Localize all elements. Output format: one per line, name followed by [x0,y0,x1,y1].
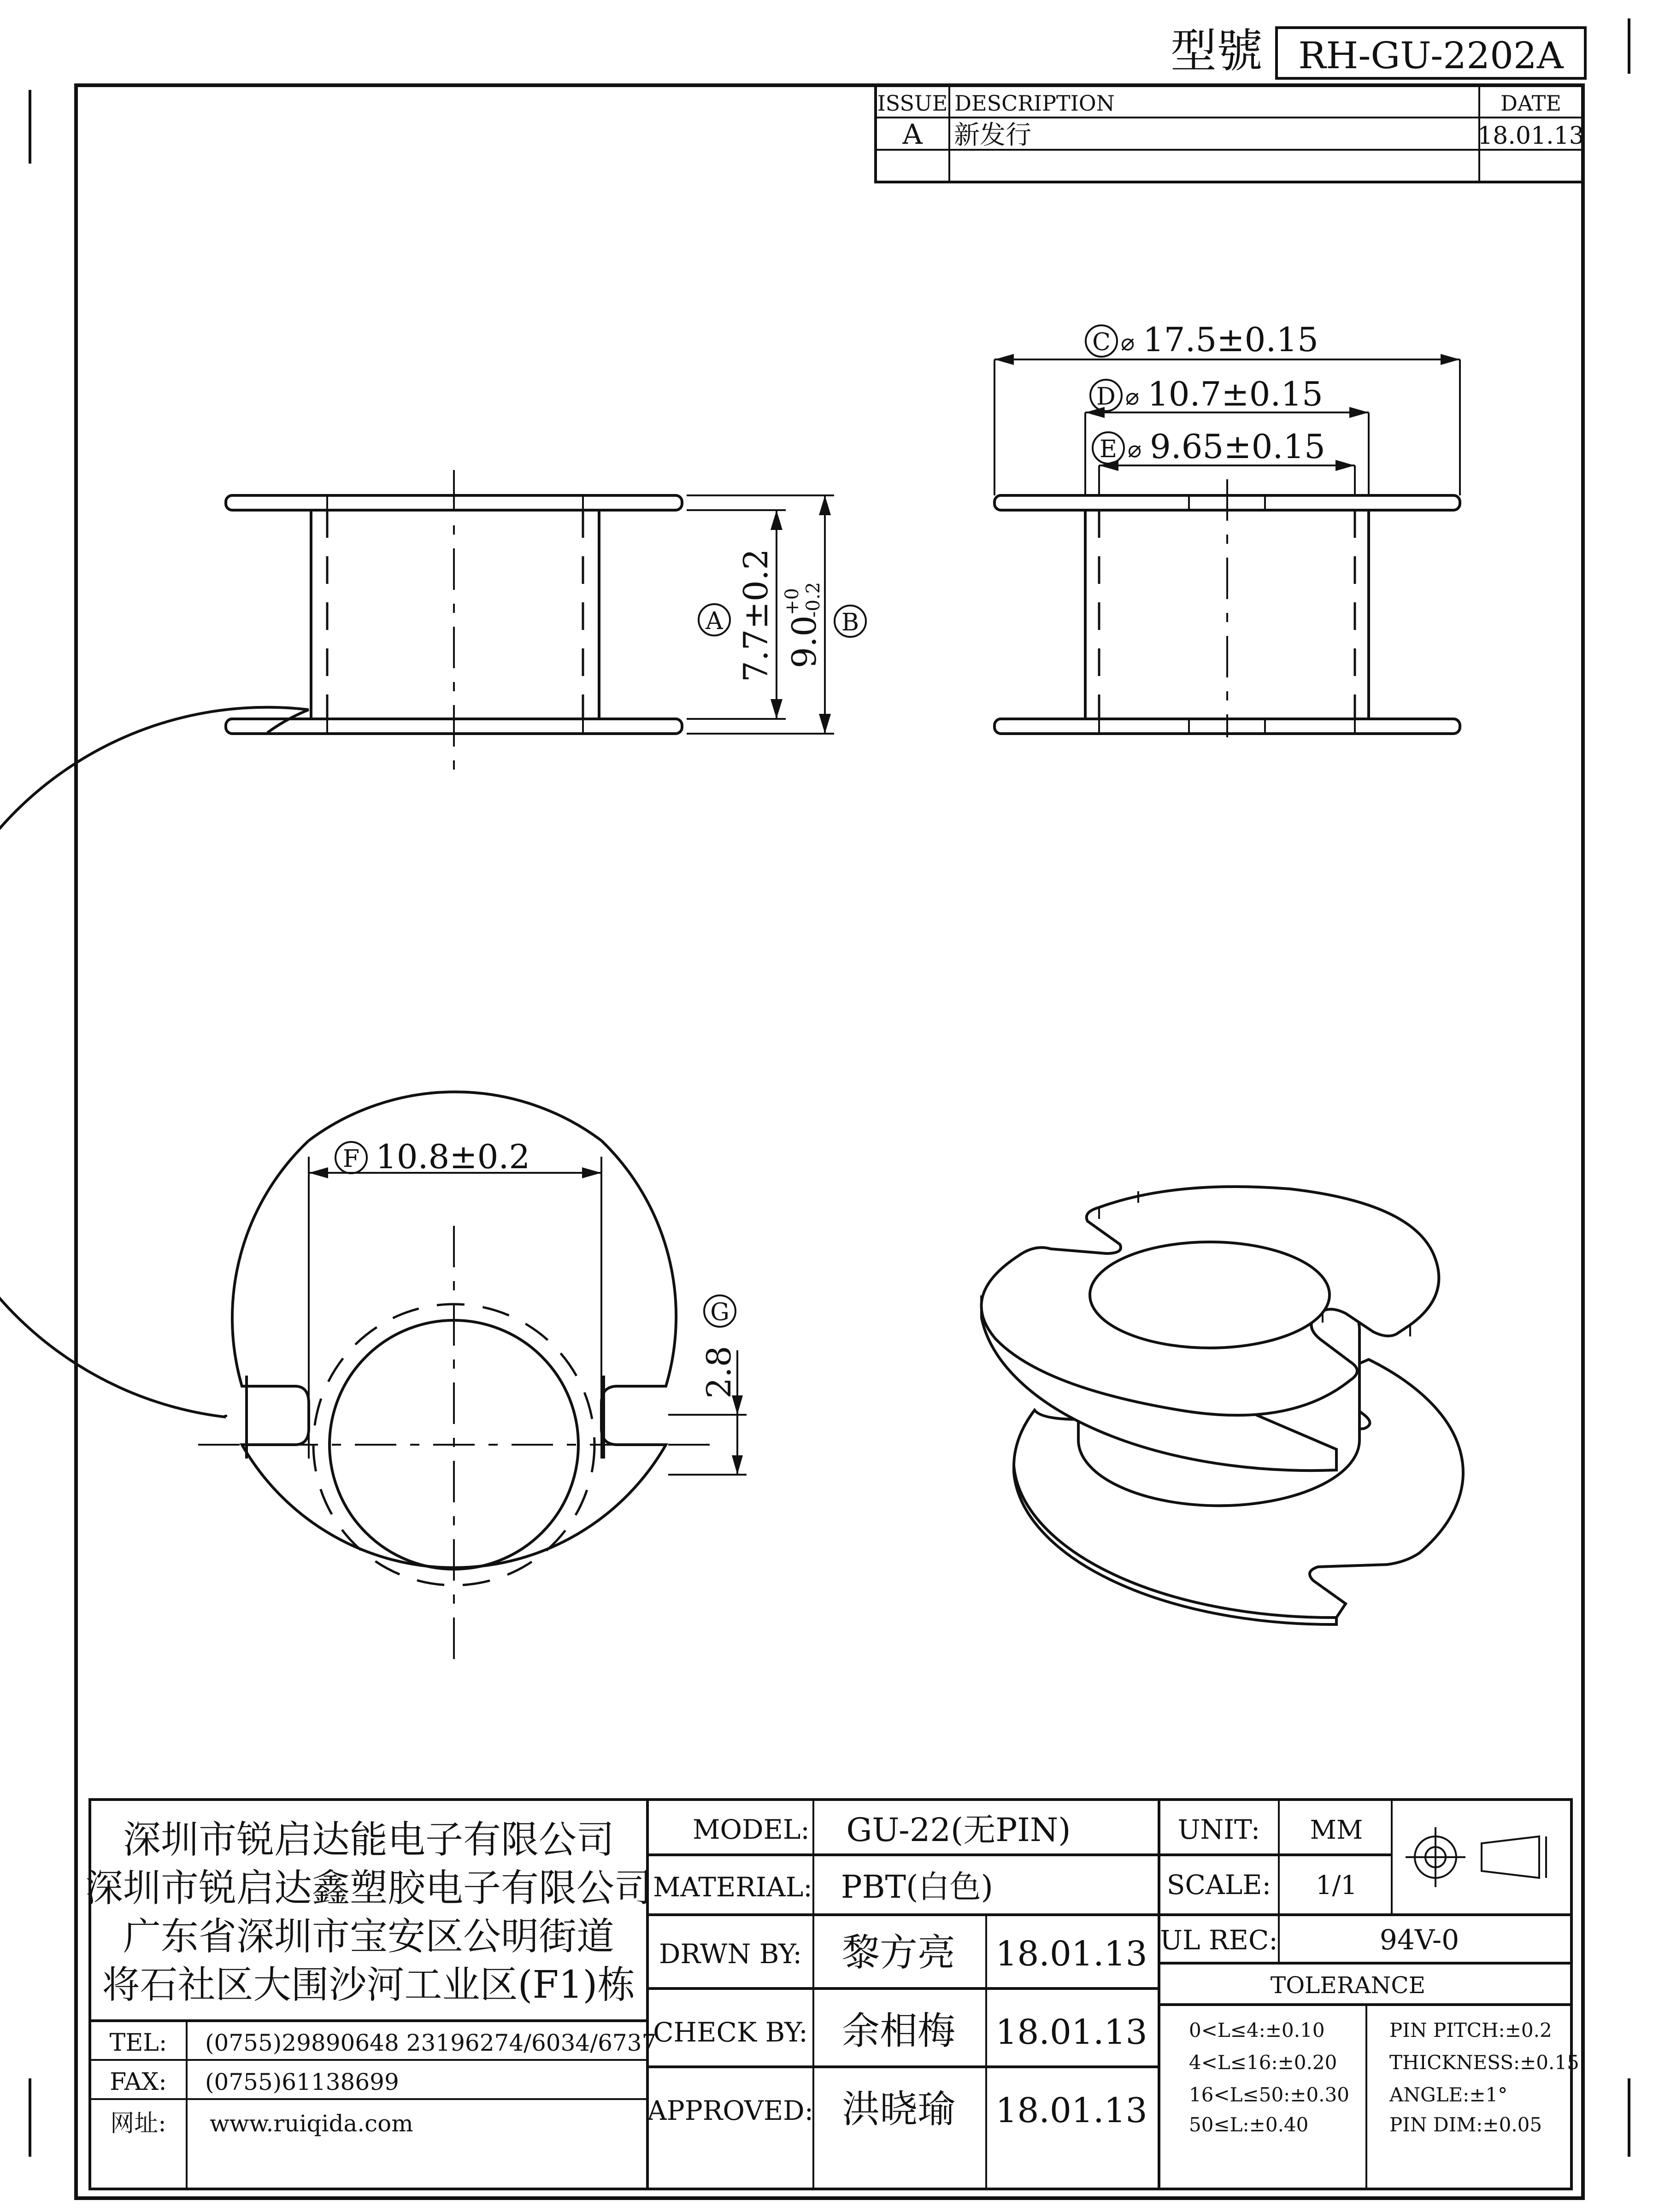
model-number-value: RH-GU-2202A [1298,34,1564,77]
dimension-d-value: 10.7±0.15 [1147,375,1323,413]
dimension-g [700,1295,738,1399]
tolerance-right-3: ANGLE:±1° [1389,2083,1508,2106]
drawn-label: DRWN BY: [659,1938,802,1970]
tolerance-right-2: THICKNESS:±0.15 [1389,2051,1579,2074]
dimension-d [1090,375,1323,413]
dimension-b-value: 9.0 [785,615,824,668]
dimension-f-letter: F [342,1145,360,1173]
dimension-a-letter: A [706,607,723,635]
revision-date: 18.01.13 [1477,122,1584,150]
drawn-date: 18.01.13 [995,1934,1147,1974]
tel-value: (0755)29890648 23196274/6034/6737 [205,2030,657,2056]
projection-symbol-icon [1406,1827,1546,1887]
dimension-d-letter: D [1096,383,1116,411]
model-number-header [1171,24,1585,78]
tolerance-label: TOLERANCE [1270,1972,1426,1999]
unit-value: MM [1310,1815,1363,1845]
ul-rec-label: UL REC: [1160,1924,1278,1956]
dimension-f-value: 10.8±0.2 [376,1137,530,1176]
dimension-b-tol-lower: -0.2 [803,582,824,618]
check-name: 余相梅 [841,2009,956,2053]
fax-value: (0755)61138699 [205,2069,399,2095]
scale-value: 1/1 [1315,1871,1358,1900]
model-value: GU-22(无PIN) [846,1811,1071,1849]
revision-col-date: DATE [1500,91,1561,116]
dimension-b-tol-upper: +0 [782,588,803,615]
tolerance-left-2: 4<L≤16:±0.20 [1189,2051,1337,2074]
dimension-g-letter: G [710,1299,729,1326]
dimension-b-letter: B [841,609,859,636]
tel-label: TEL: [109,2029,167,2057]
check-date: 18.01.13 [995,2012,1147,2052]
scale-label: SCALE: [1166,1869,1271,1900]
check-label: CHECK BY: [653,2017,808,2048]
model-label: MODEL: [693,1814,810,1845]
revision-col-issue: ISSUE [877,91,948,116]
model-number-label: 型號 [1171,24,1263,78]
material-label: MATERIAL: [653,1871,812,1903]
dimension-e-letter: E [1100,435,1117,463]
isometric-view [982,1187,1463,1624]
revision-description: 新发行 [954,120,1031,150]
company-line-3: 广东省深圳市宝安区公明街道 [123,1915,615,1959]
dimension-a-value: 7.7±0.2 [736,548,775,682]
dimension-d-prefix: ⌀ [1125,383,1140,410]
tolerance-right-4: PIN DIM:±0.05 [1389,2113,1542,2136]
dimension-c [1086,320,1318,359]
title-block [85,1800,1579,2189]
dimension-a [699,549,775,682]
fax-label: FAX: [110,2068,167,2096]
approved-label: APPROVED: [647,2095,814,2126]
top-view [0,707,747,1668]
approved-name: 洪晓瑜 [841,2088,956,2131]
website-label: 网址: [110,2110,166,2137]
company-line-2: 深圳市锐启达鑫塑胶电子有限公司 [85,1866,653,1910]
dimension-e [1093,427,1325,466]
revision-table [876,85,1584,182]
dimension-e-prefix: ⌀ [1128,436,1142,463]
dimension-g-value: 2.8 [700,1346,738,1399]
drawn-name: 黎方亮 [841,1931,956,1975]
tolerance-left-1: 0<L≤4:±0.10 [1189,2019,1325,2041]
revision-col-description: DESCRIPTION [954,91,1115,116]
tolerance-left-3: 16<L≤50:±0.30 [1189,2083,1350,2106]
dimension-f [335,1137,530,1176]
unit-label: UNIT: [1177,1814,1260,1845]
dimension-c-letter: C [1092,329,1111,356]
website-value: www.ruiqida.com [210,2110,413,2137]
tolerance-right-1: PIN PITCH:±0.2 [1389,2019,1552,2041]
company-line-4: 将石社区大围沙河工业区(F1)栋 [102,1963,635,2007]
dimension-b [782,582,866,668]
approved-date: 18.01.13 [995,2091,1147,2130]
ul-rec-value: 94V-0 [1379,1924,1459,1956]
dimension-c-prefix: ⌀ [1121,329,1135,356]
tolerance-left-4: 50≤L:±0.40 [1189,2113,1309,2136]
dimension-c-value: 17.5±0.15 [1143,320,1318,359]
company-line-1: 深圳市锐启达能电子有限公司 [123,1818,615,1862]
dimension-e-value: 9.65±0.15 [1150,427,1325,466]
revision-issue: A [902,118,923,151]
material-value: PBT(白色) [841,1869,994,1906]
